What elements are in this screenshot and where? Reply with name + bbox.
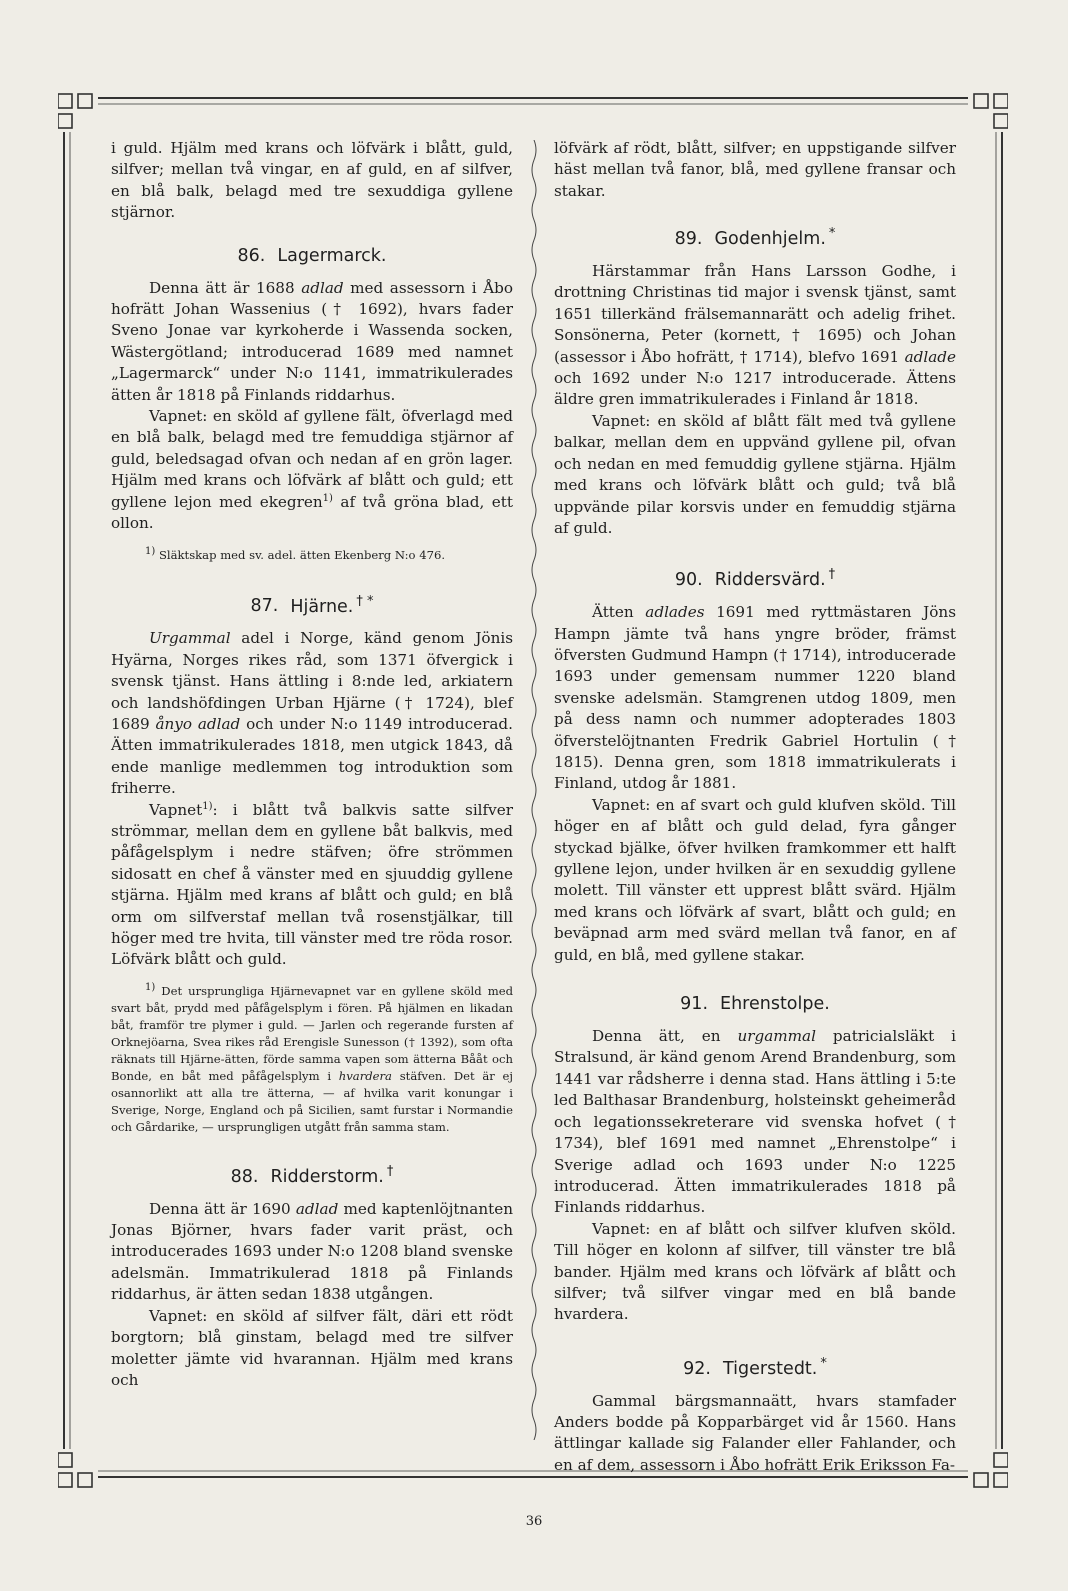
italic-text: Urgammal [149,629,231,648]
text-run: 1691 med ryttmästaren Jöns Hampn jämte två hans yngre bröder, främst öfversten Gudmund Hampn († 1714), introducerade 1693 under gemensam nummer 1220 bland svenske adelsmän. Stamgrenen utdog 1809, men på dess namn och nummer adopterades 1803 öfverstelöjtnanten Fredrik Gabriel Hortulin († 1815). Denna gren, som 1818 immatrikulerats i Finland, utdog år 1881. [554,603,956,793]
paragraph [111,406,513,534]
footnote-text: stäfven. Det är ej osannorlikt att alla tre ätterna, — af hvilka varit konungar i Sverige, Norge, England och på Sicilien, samt furstar i Normandie och Gårdarike, — ursprungligen utgått från samma stam. [111,1068,513,1134]
text-run: med assessorn i Åbo hofrätt Johan Wassenius († 1692), hvars fader Sveno Jonae var kyrkoherde i Wassenda socken, Wästergötland; introducerad 1689 med namnet „Lagermarck“ under N:o 1141, immatrikulerades ätten år 1818 på Finlands riddarhus. [111,278,513,404]
section-mark: † [386,1163,394,1179]
footnote [111,983,513,1136]
footnote-ref: 1) [322,492,333,504]
right-column [554,138,956,1476]
footnote-marker: 1) [145,981,156,993]
paragraph: Vapnet: en sköld af silfver fält, däri ett rödt borgtorn; blå ginstam, belagd med tre silfver moletter jämte vid hvarannan. Hjälm med krans och [111,1306,513,1389]
section-title: Riddersvärd. [714,570,826,591]
text-run: Denna ätt är 1688 [149,278,302,297]
section-title: Hjärne. [290,596,354,617]
section-heading-86 [111,244,513,268]
text-run: af två gröna blad, ett ollon. [111,492,513,533]
text-run: patricialsläkt i Stralsund, är känd genom Arend Brandenburg, som 1441 var rådsherre i denna stad. Hans ättling i 5:te led Balthasar Brandenburg, holsteinskt geheimeråd och legationssekreterare vid svenska hofvet († 1734), blef 1691 med namnet „Ehrenstolpe“ i Sverige adlad och 1693 under N:o 1225 introducerad. Ätten immatrikulerades 1818 på Finlands riddarhus. [554,1027,956,1217]
paragraph [554,1026,956,1219]
section-title: Godenhjelm. [714,229,826,250]
section-number: 87. [250,596,279,617]
text-run: Ätten [592,603,646,622]
continued-paragraph: löfvärk af rödt, blått, silfver; en uppstigande silfver häst mellan två fanor, blå, med gyllene fransar och stakar. [554,139,956,200]
section-heading-92 [554,1352,956,1381]
paragraph: Gammal bärgsmannaätt, hvars stamfader Anders bodde på Kopparbärget vid år 1560. Hans ättlingar kallade sig Falander eller Fahlander, och en af dem, assessorn i Åbo hofrätt Erik Eriksson Fa- [554,1391,956,1474]
text-run: : i blått två balkvis satte silfver strömmar, mellan dem en gyllene båt balkvis, med påfågelsplym i nedre stäfven; öfre strömmen sidosatt en chef å vänster med en sjuuddig gyllene stjärna. Hjälm med krans af blått och guld; en blå orm om silfverstaf mellan två rosenstjälkar, till höger med tre hvita, till vänster med tre röda rosor. Löfvärk blått och guld. [111,800,513,969]
section-title: Ridderstorm. [270,1166,384,1187]
section-number: 90. [674,570,703,591]
italic-text: adlade [904,347,956,366]
section-heading-88 [111,1160,513,1189]
paragraph [111,628,513,799]
section-heading-89 [554,222,956,251]
paragraph [111,800,513,971]
paragraph [554,261,956,411]
section-title: Tigerstedt. [722,1358,818,1379]
text-run: Denna ätt är 1690 [149,1199,296,1218]
paragraph [554,602,956,795]
text-run: adel i Norge, känd genom Jönis Hyärna, Norges rikes råd, som 1371 öfvergick i svensk tjänst. Hans ättling i 8:nde led, arkiatern och landshöfdingen Urban Hjärne († 1724), blef 1689 [111,629,513,733]
paragraph: Vapnet: en af blått och silfver klufven sköld. Till höger en kolonn af silfver, till vänster tre blå bander. Hjälm med krans och löfvärk af blått och silfver; två silfver vingar med en blå bande hvardera. [554,1219,956,1324]
column-divider [527,140,541,1440]
section-number: 88. [230,1166,259,1187]
italic-text: adlad [301,278,344,297]
paragraph: Vapnet: en af svart och guld klufven sköld. Till höger en af blått och guld delad, fyra gånger styckad bjälke, öfver hvilken framkommer ett halft gyllene lejon, under hvilken är en sexuddig gyllene molett. Till vänster ett upprest blått svärd. Hjälm med krans och löfvärk af svart, blått och guld; en beväpnad arm med svärd mellan två fanor, en af guld, en blå, med gyllene stakar. [554,795,956,964]
footnote-text: Det ursprungliga Hjärnevapnet var en gyllene sköld med svart båt, prydd med påfågelsplym i fören. På hjälmen en likadan båt, framför tre plymer i guld. — Jarlen och regerande fursten af Orknejöarna, Svea rikes råd Erengisle Sunesson († 1392), som ofta räknats till Hjärne-ätten, förde samma vapen som ätterna Bååt och Bonde, en båt med påfågelsplym i [111,983,513,1083]
section-heading-91 [554,992,956,1016]
section-title: Lagermarck. [277,245,387,266]
page-number: 36 [525,1514,543,1529]
italic-text: hvardera [338,1068,392,1083]
italic-text: urgammal [737,1027,816,1046]
text-run: Härstammar från Hans Larsson Godhe, i drottning Christinas tid major i svensk tjänst, samt 1651 tillerkänd frälsemannarätt och adelig frihet. Sonsönerna, Peter (kornett, † 1695) och Johan (assessor i Åbo hofrätt, † 1714), blefvo 1691 [554,262,956,366]
italic-text: adlades [645,603,705,622]
section-number: 91. [680,994,709,1015]
footnote-text: Släktskap med sv. adel. ätten Ekenberg N:o 476. [155,547,446,562]
text-run: och 1692 under N:o 1217 introducerade. Ättens äldre gren immatrikulerades i Finland år 1818. [554,369,956,409]
continued-paragraph: i guld. Hjälm med krans och löfvärk i blått, guld, silfver; mellan två vingar, en af guld, en af silfver, en blå balk, belagd med tre sexuddiga gyllene stjärnor. [111,139,513,222]
left-column [111,138,513,1391]
text-run: och under N:o 1149 introducerad. Ätten immatrikulerades 1818, men utgick 1843, då ende manlige medlemmen tog introduktion som friherre. [111,714,513,798]
section-title: Ehrenstolpe. [720,994,830,1015]
italic-text: ånyo adlad [155,714,241,733]
section-number: 86. [237,245,266,266]
footnote-ref: 1) [202,800,213,812]
section-mark: † [828,567,836,583]
section-number: 89. [674,229,703,250]
section-heading-87 [111,590,513,619]
text-run: Vapnet: en sköld af gyllene fält, öfverlagd med en blå balk, belagd med tre femuddiga stjärnor af guld, beledsagad ofvan och nedan af en grön lager. Hjälm med krans och löfvärk af blått och guld; ett gyllene lejon med ekegren [111,407,513,511]
section-mark: * [820,1355,827,1371]
text-run: Vapnet [149,800,203,819]
paragraph [111,1199,513,1306]
text-run: Denna ätt, en [592,1027,738,1046]
text-run: med kaptenlöjtnanten Jonas Björner, hvars fader varit präst, och introducerades 1693 under N:o 1208 bland svenske adelsmän. Immatrikulerad 1818 på Finlands riddarhus, är ätten sedan 1838 utgången. [111,1199,513,1304]
section-number: 92. [683,1358,711,1379]
paragraph: Vapnet: en sköld af blått fält med två gyllene balkar, mellan dem en uppvänd gyllene pil, ofvan och nedan en med femuddig gyllene stjärna. Hjälm med krans och löfvärk blått och guld; två blå uppvände pilar korsvis under en femuddig stjärna af guld. [554,411,956,537]
section-mark: † * [356,593,374,609]
footnote-marker: 1) [145,545,156,557]
section-mark: * [828,226,836,242]
italic-text: adlad [295,1199,339,1218]
paragraph [111,278,513,406]
section-heading-90 [554,563,956,592]
footnote [111,547,513,564]
